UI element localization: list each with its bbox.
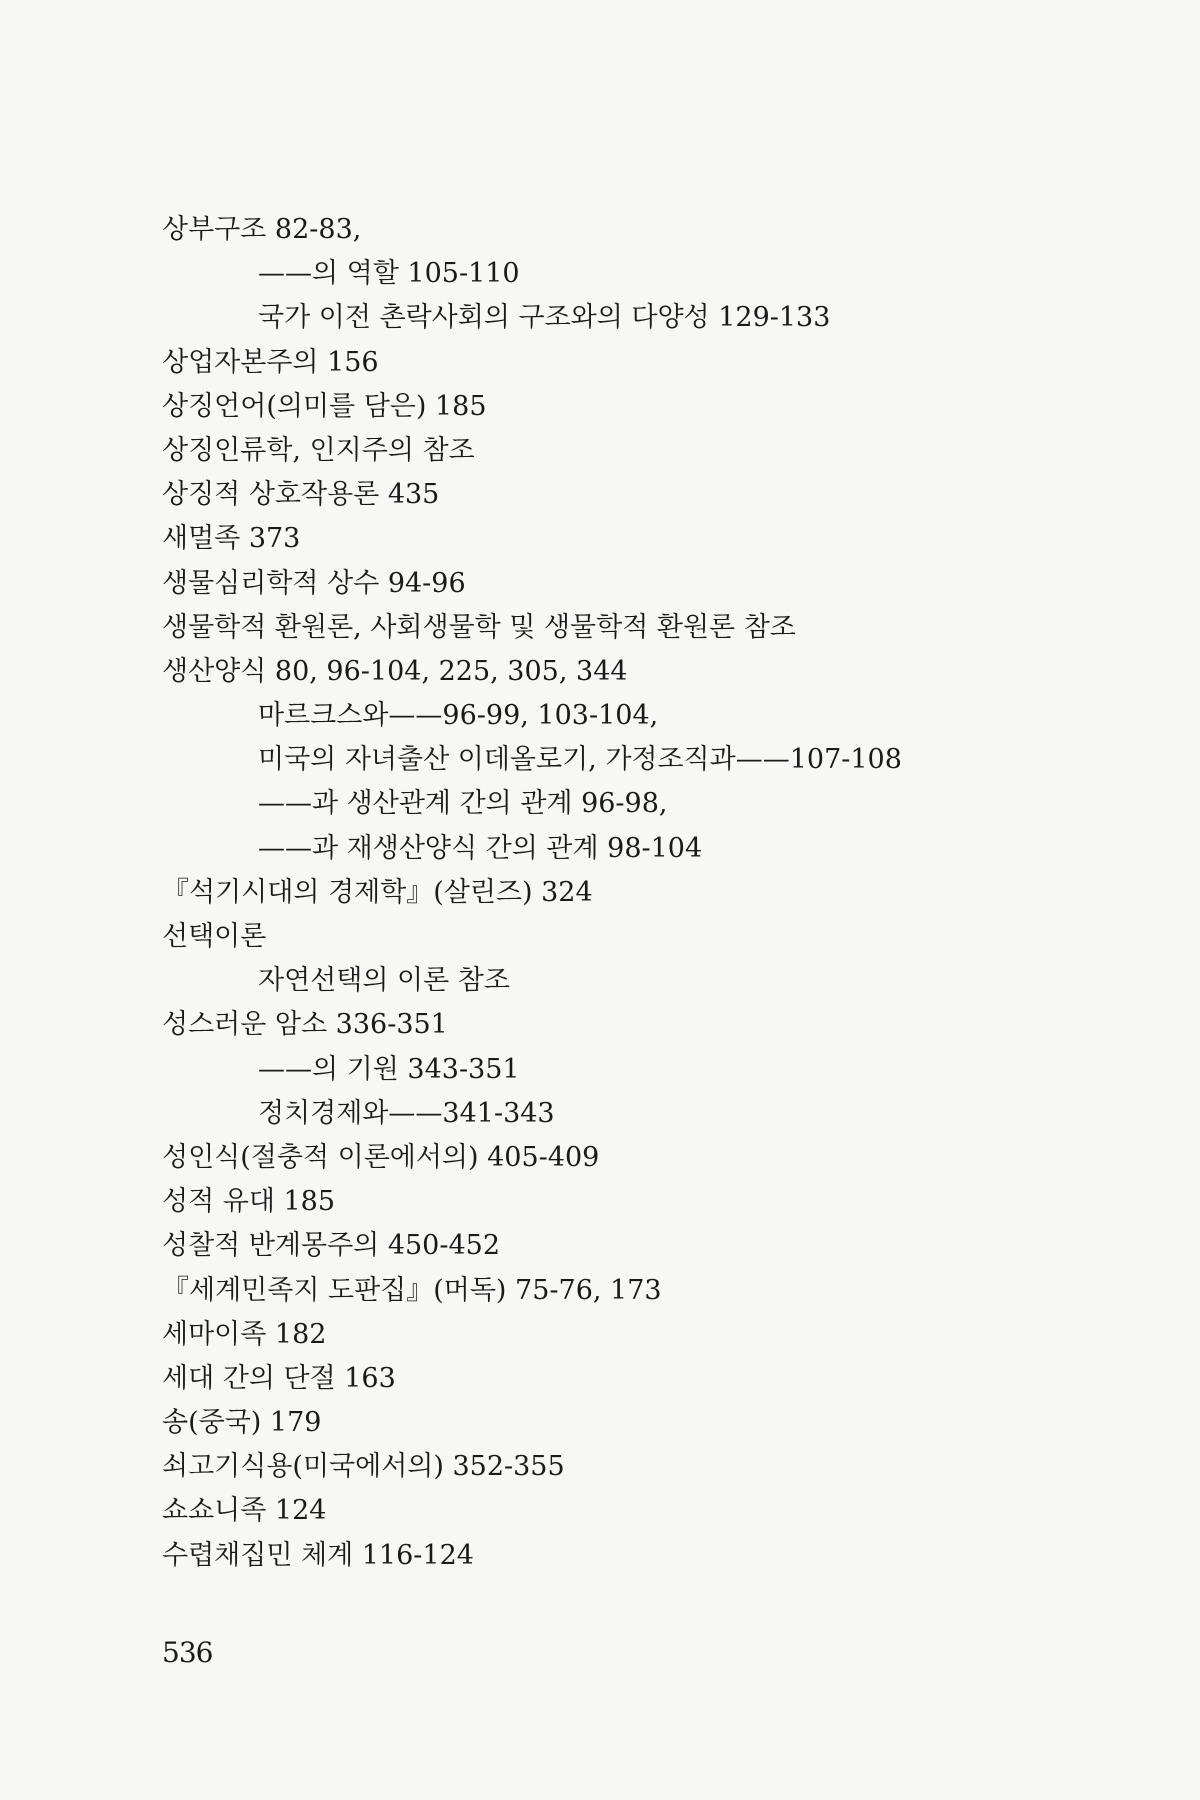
page-number: 536 [162,1636,213,1669]
index-entry: 『세계민족지 도판집』(머독) 75-76, 173 [162,1274,662,1306]
index-entry: 새멀족 373 [162,523,301,555]
index-subentry: 자연선택의 이론 참조 [258,965,510,997]
index-subentry: ——의 기원 343-351 [258,1053,520,1085]
index-entry: 『석기시대의 경제학』(살린즈) 324 [162,876,593,908]
index-subentry: ——의 역할 105-110 [258,258,520,290]
index-entry: 성인식(절충적 이론에서의) 405-409 [162,1141,600,1173]
index-entry: 수렵채집민 체계 116-124 [162,1539,474,1571]
index-entry: 상업자본주의 156 [162,346,379,378]
index-subentry: 정치경제와——341-343 [258,1097,555,1129]
index-entry: 상징언어(의미를 담은) 185 [162,390,487,422]
index-entry: 세마이족 182 [162,1318,327,1350]
index-entry: 상징적 상호작용론 435 [162,479,440,511]
index-entry: 송(중국) 179 [162,1407,322,1439]
index-entry: 생산양식 80, 96-104, 225, 305, 344 [162,655,628,687]
index-entry: 생물학적 환원론, 사회생물학 및 생물학적 환원론 참조 [162,611,796,643]
index-entry: 생물심리학적 상수 94-96 [162,567,466,599]
index-subentry: 국가 이전 촌락사회의 구조와의 다양성 129-133 [258,302,831,334]
index-entry: 선택이론 [162,921,267,952]
index-subentry: 미국의 자녀출산 이데올로기, 가정조직과——107-108 [258,744,902,776]
index-subentry: 마르크스와——96-99, 103-104, [258,700,659,732]
index-subentry: ——과 생산관계 간의 관계 96-98, [258,788,668,820]
index-entry: 상징인류학, 인지주의 참조 [162,434,475,466]
index-entry: 성스러운 암소 336-351 [162,1009,448,1041]
index-entry: 성적 유대 185 [162,1186,336,1218]
index-entry: 성찰적 반계몽주의 450-452 [162,1230,501,1262]
index-entry: 쇼쇼니족 124 [162,1495,327,1527]
index-entry: 세대 간의 단절 163 [162,1362,396,1394]
index-entry: 쇠고기식용(미국에서의) 352-355 [162,1451,565,1483]
index-subentry: ——과 재생산양식 간의 관계 98-104 [258,832,703,864]
index-entry-list [162,208,1162,1578]
index-entry: 상부구조 82-83, [162,214,362,245]
